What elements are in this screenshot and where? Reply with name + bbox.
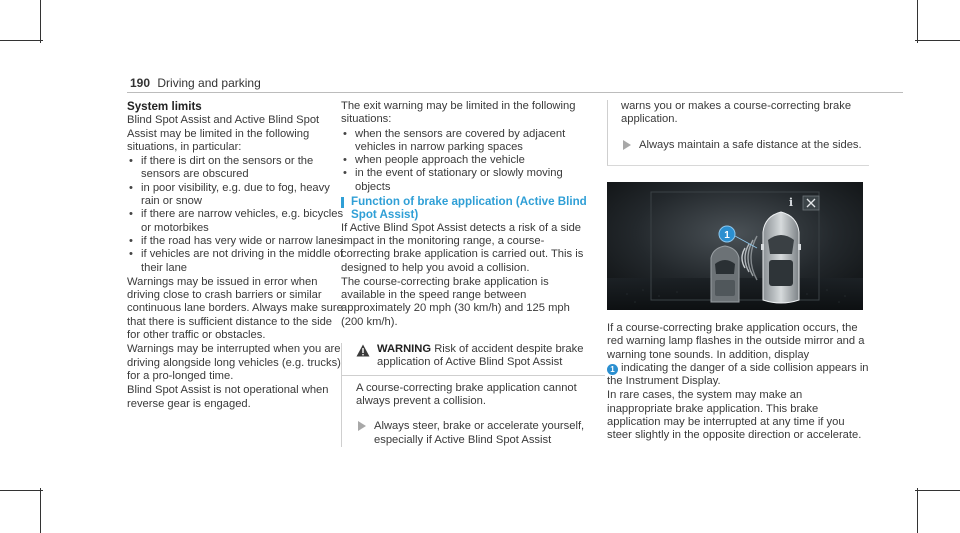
intro-text: Blind Spot Assist and Active Blind Spot Assist may be limited in the following situations, in particular: <box>127 114 320 153</box>
body-paragraph: Warnings may be issued in error when driving close to crash barriers or similar continuous lane borders. Always make sure that there is sufficient distance to the side for other traffic or obstacles. <box>127 275 343 342</box>
body-paragraph: The course-correcting brake application is available in the speed range between approximately 20 mph (30 km/h) and 125 mph (200 km/h). <box>341 275 570 328</box>
crop-mark <box>917 488 918 533</box>
heading-marker <box>341 197 344 208</box>
warning-text: warns you or makes a course-correcting brake application. <box>621 100 852 126</box>
close-icon <box>803 196 819 210</box>
section-heading: System limits <box>127 100 202 113</box>
warning-action <box>621 139 869 152</box>
body-paragraph: Warnings may be interrupted when you are driving alongside long vehicles (e.g. trucks) for a pro-longed time. <box>127 343 341 382</box>
body-paragraph: In rare cases, the system may make an inappropriate brake application. This brake application may be interrupted at any time if you steer slightly in the opposite direction or accelerate. <box>607 389 862 442</box>
list-item: • if vehicles are not driving in the middle of their lane <box>127 248 347 275</box>
warning-label: WARNING <box>377 343 432 356</box>
arrow-right-icon <box>623 140 631 150</box>
warning-text: A course-correcting brake application cannot always prevent a collision. <box>356 381 577 407</box>
crop-mark <box>917 0 918 43</box>
list-item: • in the event of stationary or slowly moving objects <box>341 167 591 194</box>
inline-callout-badge: 1 <box>607 364 618 375</box>
warning-header <box>356 343 591 370</box>
warning-title-block <box>377 343 591 370</box>
display-paragraph-start: If a course-correcting brake application occurs, the red warning lamp flashes in the outside mirror and a warning tone sounds. In addition, display <box>607 322 865 361</box>
crop-mark <box>0 490 43 491</box>
arrow-right-icon <box>358 421 366 431</box>
own-vehicle-icon <box>761 212 801 303</box>
body-paragraph <box>607 322 869 388</box>
column-left <box>127 100 347 411</box>
callout-badge-number: 1 <box>724 230 730 241</box>
warning-box <box>341 343 591 447</box>
warning-divider <box>342 375 605 376</box>
subsection-heading-text: Function of brake application (Active Blind Spot Assist) <box>351 195 587 222</box>
body-paragraph: Blind Spot Assist is not operational when reverse gear is engaged. <box>127 384 329 410</box>
warning-action <box>356 420 591 447</box>
page-number: 190 <box>130 76 151 90</box>
list-item: • if there are narrow vehicles, e.g. bicycles or motorbikes <box>127 208 347 235</box>
column-right <box>607 100 869 166</box>
body-paragraph: If Active Blind Spot Assist detects a risk of a side impact in the monitoring range, a course-correcting brake application is carried out. This is designed to help you avoid a collision. <box>341 221 584 274</box>
limit-list <box>127 155 347 275</box>
header-divider <box>127 92 903 93</box>
warning-box-continued <box>607 100 869 166</box>
instrument-display-figure <box>607 182 863 310</box>
list-item: • in poor visibility, e.g. due to fog, heavy rain or snow <box>127 182 347 209</box>
warning-triangle-icon <box>356 344 370 357</box>
adjacent-car-icon <box>711 246 739 302</box>
column-right-lower <box>607 322 869 443</box>
svg-text:i: i <box>788 196 794 209</box>
warning-action-text: Always steer, brake or accelerate yourself, especially if Active Blind Spot Assist <box>374 420 585 446</box>
intro-text: The exit warning may be limited in the following situations: <box>341 100 576 126</box>
column-middle <box>341 100 591 447</box>
crop-mark <box>915 40 960 41</box>
list-item: • if there is dirt on the sensors or the sensors are obscured <box>127 155 347 182</box>
info-icon <box>789 196 793 209</box>
list-item: • when the sensors are covered by adjacent vehicles in narrow parking spaces <box>341 128 591 155</box>
crop-mark <box>915 490 960 491</box>
exit-warning-list <box>341 128 591 194</box>
display-illustration <box>607 182 863 310</box>
page-header <box>130 76 261 90</box>
warning-action-text: Always maintain a safe distance at the sides. <box>639 138 862 151</box>
display-paragraph-end: indicating the danger of a side collision appears in the Instrument Display. <box>607 361 869 388</box>
list-item: • when people approach the vehicle <box>341 154 591 167</box>
subsection-heading <box>341 195 591 222</box>
chapter-title: Driving and parking <box>157 76 261 90</box>
crop-mark <box>40 0 41 43</box>
crop-mark <box>0 40 43 41</box>
crop-mark <box>40 488 41 533</box>
warning-title: Risk of accident despite brake application of Active Blind Spot Assist <box>377 343 584 369</box>
list-item: • if the road has very wide or narrow lanes <box>127 235 347 248</box>
